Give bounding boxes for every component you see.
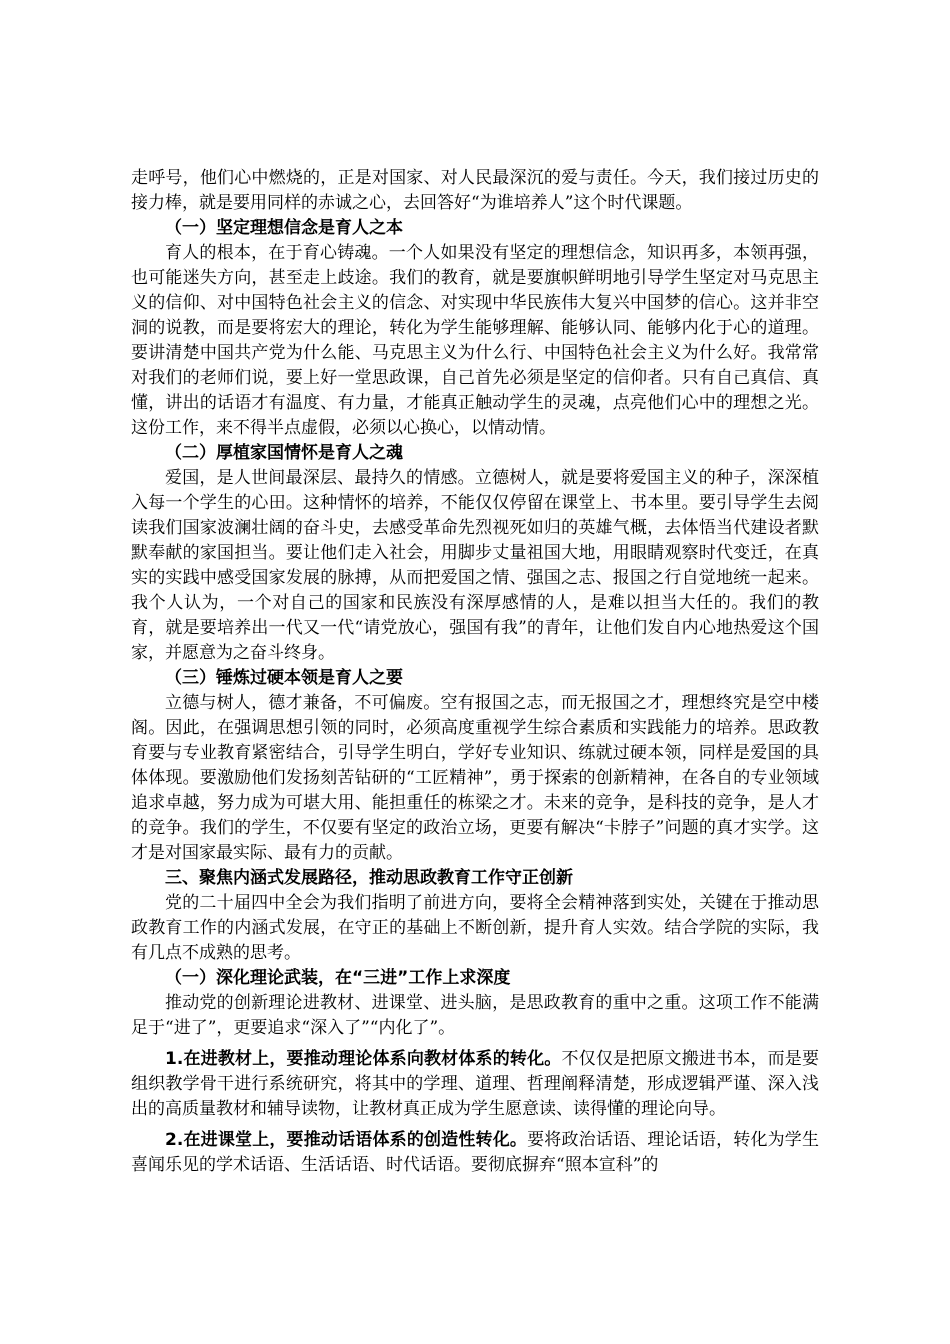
paragraph-ideals-belief: 育人的根本，在于育心铸魂。一个人如果没有坚定的理想信念，知识再多，本领再强，也可能迷失方向，甚至走上歧途。我们的教育，就是要旗帜鲜明地引导学生坚定对马克思主义的信仰、对中国特色社会主义的信念、对实现中华民族伟大复兴中国梦的信心。这并非空洞的说教，而是要将宏大的理论，转化为学生能够理解、能够认同、能够内化于心的道理。要讲清楚中国共产党为什么能、马克思主义为什么行、中国特色社会主义为什么好。我常常对我们的老师们说，要上好一堂思政课，自己首先必须是坚定的信仰者。只有自己真信、真懂，讲出的话语才有温度、有力量，才能真正触动学生的灵魂，点亮他们心中的理想之光。这份工作，来不得半点虚假，必须以心换心，以情动情。 [131, 243, 819, 438]
paragraph-textbooks [131, 1047, 819, 1122]
paragraph-continuation: 走呼号，他们心中燃烧的，正是对国家、对人民最深沉的爱与责任。今天，我们接过历史的接力棒，就是要用同样的赤诚之心，去回答好“为谁培养人”这个时代课题。 [131, 168, 819, 213]
document-body [131, 166, 819, 1178]
paragraph-skills: 立德与树人，德才兼备，不可偏废。空有报国之志，而无报国之才，理想终究是空中楼阁。因此，在强调思想引领的同时，必须高度重视学生综合素质和实践能力的培养。思政教育要与专业教育紧密结合，引导学生明白，学好专业知识、练就过硬本领，同样是爱国的具体体现。要激励他们发扬刻苦钻研的“工匠精神”，勇于探索的创新精神，在各自的专业领域追求卓越，努力成为可堪大用、能担重任的栋梁之才。未来的竞争，是科技的竞争，是人才的竞争。我们的学生，不仅要有坚定的政治立场，更要有解决“卡脖子”问题的真才实学。这才是对国家最实际、最有力的贡献。 [131, 693, 819, 863]
subheading-patriotism: （二）厚植家国情怀是育人之魂 [165, 443, 403, 463]
paragraph-classroom [131, 1128, 819, 1178]
subheading-theory-armament: （一）深化理论武装，在“三进”工作上求深度 [165, 968, 511, 988]
paragraph-patriotism: 爱国，是人世间最深层、最持久的情感。立德树人，就是要将爱国主义的种子，深深植入每一个学生的心田。这种情怀的培养，不能仅仅停留在课堂上、书本里。要引导学生去阅读我们国家波澜壮阔的奋斗史，去感受革命先烈视死如归的英雄气概，去体悟当代建设者默默奉献的家国担当。要让他们走入社会，用脚步丈量祖国大地，用眼睛观察时代变迁，在真实的实践中感受国家发展的脉搏，从而把爱国之情、强国之志、报国之行自觉地统一起来。我个人认为，一个对自己的国家和民族没有深厚感情的人，是难以担当大任的。我们的教育，就是要培养出一代又一代“请党放心，强国有我”的青年，让他们发自内心地热爱这个国家，并愿意为之奋斗终身。 [131, 468, 819, 663]
paragraph-three-entries: 推动党的创新理论进教材、进课堂、进头脑，是思政教育的重中之重。这项工作不能满足于“进了”，更要追求“深入了”“内化了”。 [131, 993, 819, 1038]
paragraph-classroom-body: 要将政治话语、理论话语，转化为学生喜闻乐见的学术话语、生活话语、时代话语。要彻底摒弃“照本宣科”的 [131, 1130, 819, 1175]
subheading-ideals-belief: （一）坚定理想信念是育人之本 [165, 218, 403, 238]
paragraph-classroom-lead: 2.在进课堂上，要推动话语体系的创造性转化。 [165, 1130, 528, 1150]
subheading-skills: （三）锤炼过硬本领是育人之要 [165, 668, 403, 688]
paragraph-textbooks-lead: 1.在进教材上，要推动理论体系向教材体系的转化。 [165, 1049, 562, 1069]
paragraph-section-three-intro: 党的二十届四中全会为我们指明了前进方向，要将全会精神落到实处，关键在于推动思政教育工作的内涵式发展，在守正的基础上不断创新，提升育人实效。结合学院的实际，我有几点不成熟的思考。 [131, 893, 819, 963]
paragraph-textbooks-body: 不仅仅是把原文搬进书本，而是要组织教学骨干进行系统研究，将其中的学理、道理、哲理阐释清楚，形成逻辑严谨、深入浅出的高质量教材和辅导读物，让教材真正成为学生愿意读、读得懂的理论向导。 [131, 1049, 819, 1119]
section-heading-three: 三、聚焦内涵式发展路径，推动思政教育工作守正创新 [165, 868, 573, 888]
